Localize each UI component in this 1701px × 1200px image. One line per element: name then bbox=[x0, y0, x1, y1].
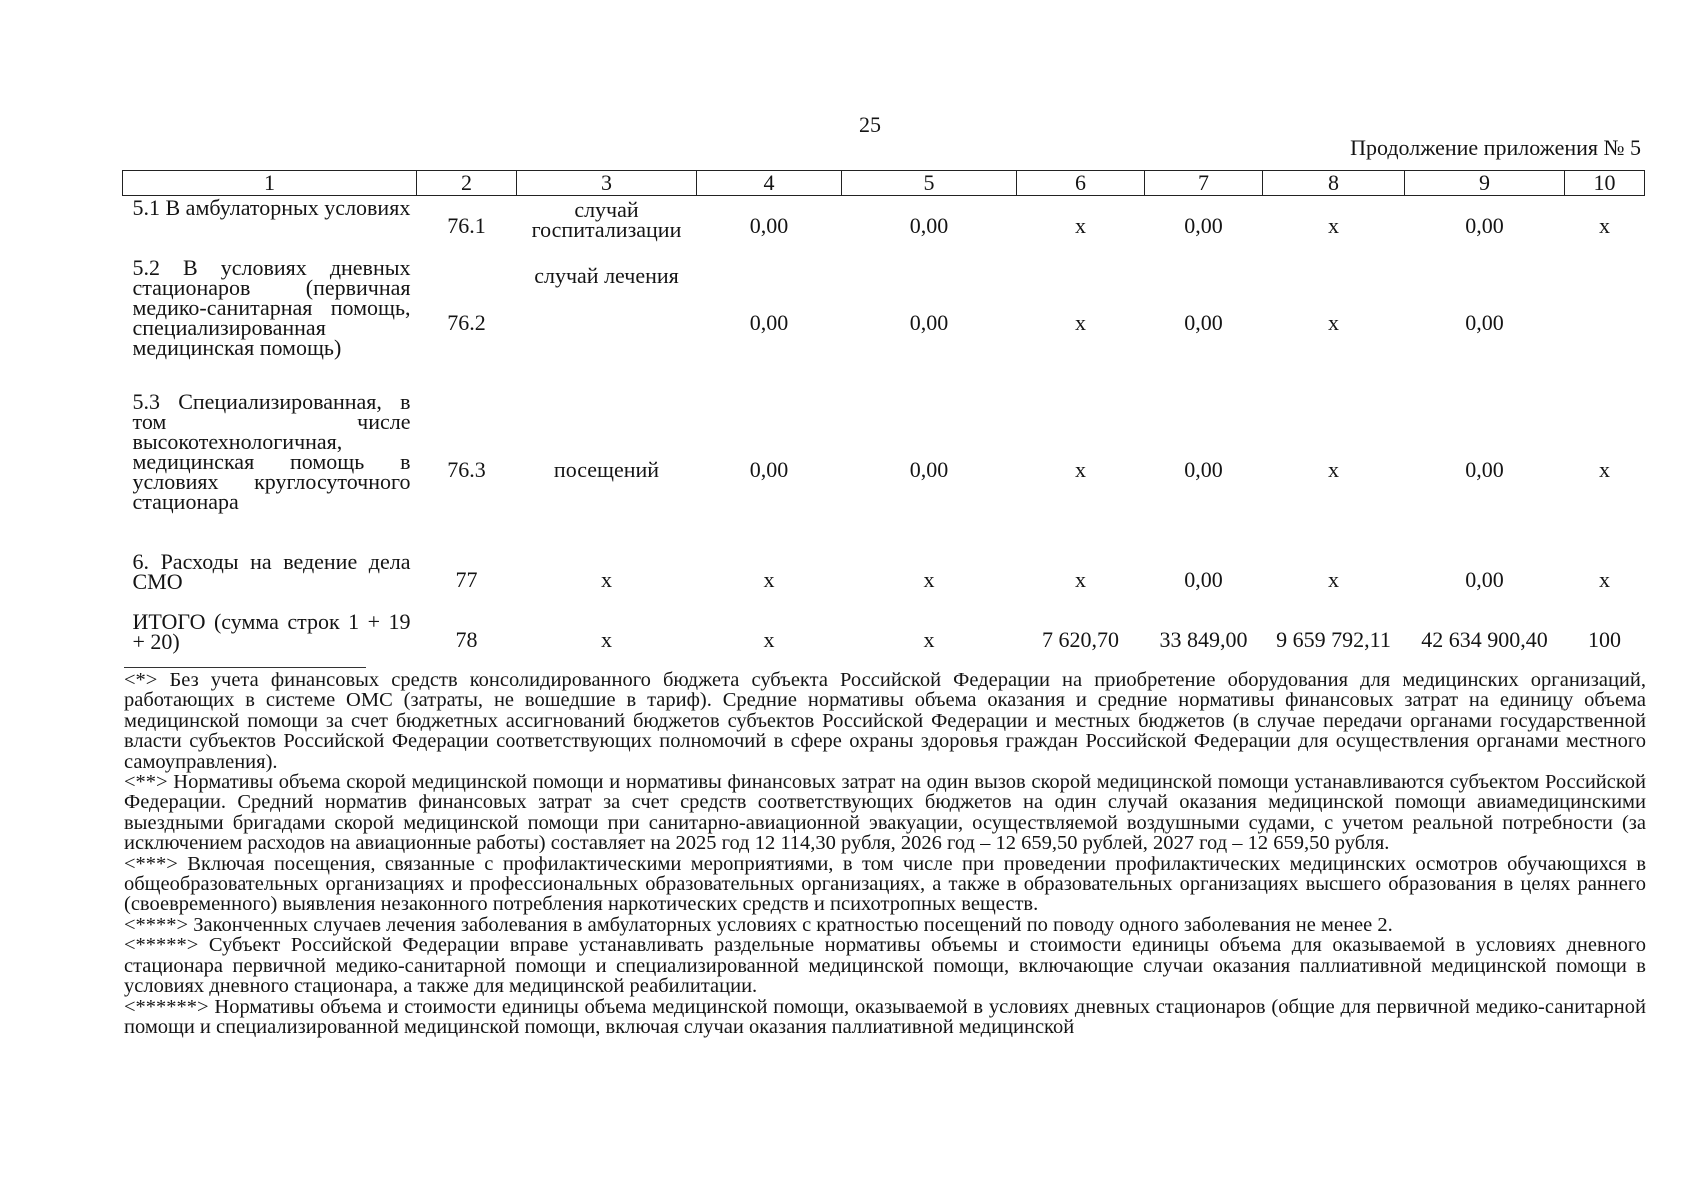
footnote: <******> Нормативы объема и стоимости единицы объема медицинской помощи, оказываемой в условиях дневных стационаров (общие для первичной медико-санитарной помощи и специализированной медицинской помощи, включая случаи оказания паллиативной медицинской bbox=[124, 995, 1646, 1038]
unit-cell: посещений bbox=[553, 457, 660, 482]
column-number: 7 bbox=[1145, 171, 1263, 196]
value-cell: 9 659 792,11 bbox=[1276, 627, 1391, 652]
value-cell: х bbox=[1599, 213, 1610, 238]
row-code: 76.3 bbox=[447, 457, 486, 482]
value-cell: х bbox=[1328, 457, 1339, 482]
footnote: <*> Без учета финансовых средств консолидированного бюджета субъекта Российской Федерации на приобретение оборудования для медицинских организаций, работающих в системе ОМС (затраты, не вошедшие в тариф). Средние нормативы объема оказания и средние нормативы финансовых затрат на единицу объема медицинской помощи за счет бюджетных ассигнований бюджетов субъектов Российской Федерации и местных бюджетов (в случае передачи органами государственной власти субъектов Российской Федерации соответствующих полномочий в сфере охраны здоровья граждан Российской Федерации для осуществления органами местного самоуправления). bbox=[124, 669, 1646, 773]
footnote-separator bbox=[124, 667, 366, 668]
value-cell: х bbox=[1599, 457, 1610, 482]
column-number-header bbox=[123, 171, 1645, 196]
value-cell: х bbox=[1075, 567, 1086, 592]
value-cell: 7 620,70 bbox=[1042, 627, 1119, 652]
appendix-title: Продолжение приложения № 5 bbox=[1350, 135, 1641, 160]
value-cell: х bbox=[923, 567, 935, 592]
value-cell: 0,00 bbox=[1465, 213, 1504, 238]
column-number: 6 bbox=[1017, 171, 1145, 196]
value-cell: 0,00 bbox=[1465, 310, 1504, 335]
footnote: <***> Включая посещения, связанные с профилактическими мероприятиями, в том числе при проведении профилактических медицинских осмотров обучающихся в общеобразовательных организациях и профессиональных образовательных организациях, а также в образовательных организациях высшего образования в целях раннего (своевременного) выявления незаконного потребления наркотических средств и психотропных веществ. bbox=[124, 852, 1646, 916]
data-table bbox=[122, 170, 1645, 670]
table-row bbox=[123, 610, 1645, 670]
value-cell: 0,00 bbox=[909, 310, 949, 335]
column-number: 1 bbox=[123, 171, 417, 196]
value-cell: 0,00 bbox=[1184, 457, 1223, 482]
value-cell: 0,00 bbox=[1465, 457, 1504, 482]
value-cell: 0,00 bbox=[1184, 213, 1223, 238]
footnote: <****> Законченных случаев лечения заболевания в амбулаторных условиях с кратностью посещений по поводу одного заболевания не менее 2. bbox=[124, 913, 1393, 936]
table-row bbox=[123, 256, 1645, 390]
table-row bbox=[123, 550, 1645, 610]
row-label: 5.3 Специализированная, в том числе высокотехнологичная, медицинская помощь в условиях круглосуточного стационара bbox=[132, 389, 411, 514]
row-code: 76.2 bbox=[447, 310, 486, 335]
row-label: 6. Расходы на ведение дела СМО bbox=[132, 549, 411, 594]
value-cell: х bbox=[923, 627, 935, 652]
table-row bbox=[123, 390, 1645, 550]
value-cell: 33 849,00 bbox=[1159, 627, 1248, 652]
value-cell: 42 634 900,40 bbox=[1421, 627, 1548, 652]
value-cell: 0,00 bbox=[749, 457, 789, 482]
footnote: <**> Нормативы объема скорой медицинской помощи и нормативы финансовых затрат на один вызов скорой медицинской помощи устанавливаются субъектом Российской Федерации. Средний норматив финансовых затрат за счет средств соответствующих бюджетов на один случай оказания медицинской помощи авиамедицинскими выездными бригадами скорой медицинской помощи при санитарно-авиационной эвакуации, осуществляемой воздушными судами, с учетом реальной потребности (за исключением расходов на авиационные работы) составляет на 2025 год 12 114,30 рубля, 2026 год – 12 659,50 рублей, 2027 год – 12 659,50 рубля. bbox=[124, 771, 1646, 855]
value-cell: х bbox=[1075, 310, 1086, 335]
column-number: 9 bbox=[1405, 171, 1565, 196]
column-number: 10 bbox=[1565, 171, 1645, 196]
value-cell: 0,00 bbox=[909, 457, 949, 482]
value-cell: х bbox=[763, 627, 775, 652]
unit-cell: х bbox=[601, 627, 612, 652]
column-number: 5 bbox=[842, 171, 1017, 196]
column-number: 8 bbox=[1263, 171, 1405, 196]
value-cell: х bbox=[763, 567, 775, 592]
row-code: 77 bbox=[455, 567, 478, 592]
value-cell: 0,00 bbox=[1465, 567, 1504, 592]
row-label: 5.1 В амбулаторных условиях bbox=[132, 195, 411, 220]
row-label: ИТОГО (сумма строк 1 + 19 + 20) bbox=[132, 609, 411, 654]
value-cell: х bbox=[1599, 567, 1610, 592]
value-cell: 0,00 bbox=[749, 213, 789, 238]
footnote: <*****> Субъект Российской Федерации вправе устанавливать раздельные нормативы объемы и стоимости единицы объема для оказываемой в условиях дневного стационара первичной медико-санитарной помощи и специализированной медицинской помощи, включающие случаи оказания паллиативной медицинской помощи в условиях дневного стационара, а также для медицинской реабилитации. bbox=[124, 934, 1646, 998]
value-cell: 100 bbox=[1588, 627, 1621, 652]
row-code: 78 bbox=[455, 627, 478, 652]
unit-cell: х bbox=[601, 567, 612, 592]
column-number: 4 bbox=[697, 171, 842, 196]
value-cell: 0,00 bbox=[749, 310, 789, 335]
value-cell: х bbox=[1328, 567, 1339, 592]
value-cell: 0,00 bbox=[1184, 567, 1223, 592]
unit-cell: случай лечения bbox=[534, 263, 679, 288]
table-row bbox=[123, 196, 1645, 257]
footnotes bbox=[124, 670, 1646, 1037]
column-number: 2 bbox=[417, 171, 517, 196]
value-cell: х bbox=[1328, 213, 1339, 238]
value-cell bbox=[1565, 256, 1645, 390]
value-cell: х bbox=[1075, 213, 1086, 238]
value-cell: х bbox=[1075, 457, 1086, 482]
unit-cell: случай госпитализации bbox=[531, 197, 682, 242]
column-number: 3 bbox=[517, 171, 697, 196]
row-label: 5.2 В условиях дневных стационаров (первичная медико-санитарная помощь, специализированная медицинская помощь) bbox=[132, 255, 411, 360]
value-cell: 0,00 bbox=[1184, 310, 1223, 335]
row-code: 76.1 bbox=[447, 213, 486, 238]
value-cell: х bbox=[1328, 310, 1339, 335]
value-cell: 0,00 bbox=[909, 213, 949, 238]
page-number: 25 bbox=[859, 112, 881, 137]
